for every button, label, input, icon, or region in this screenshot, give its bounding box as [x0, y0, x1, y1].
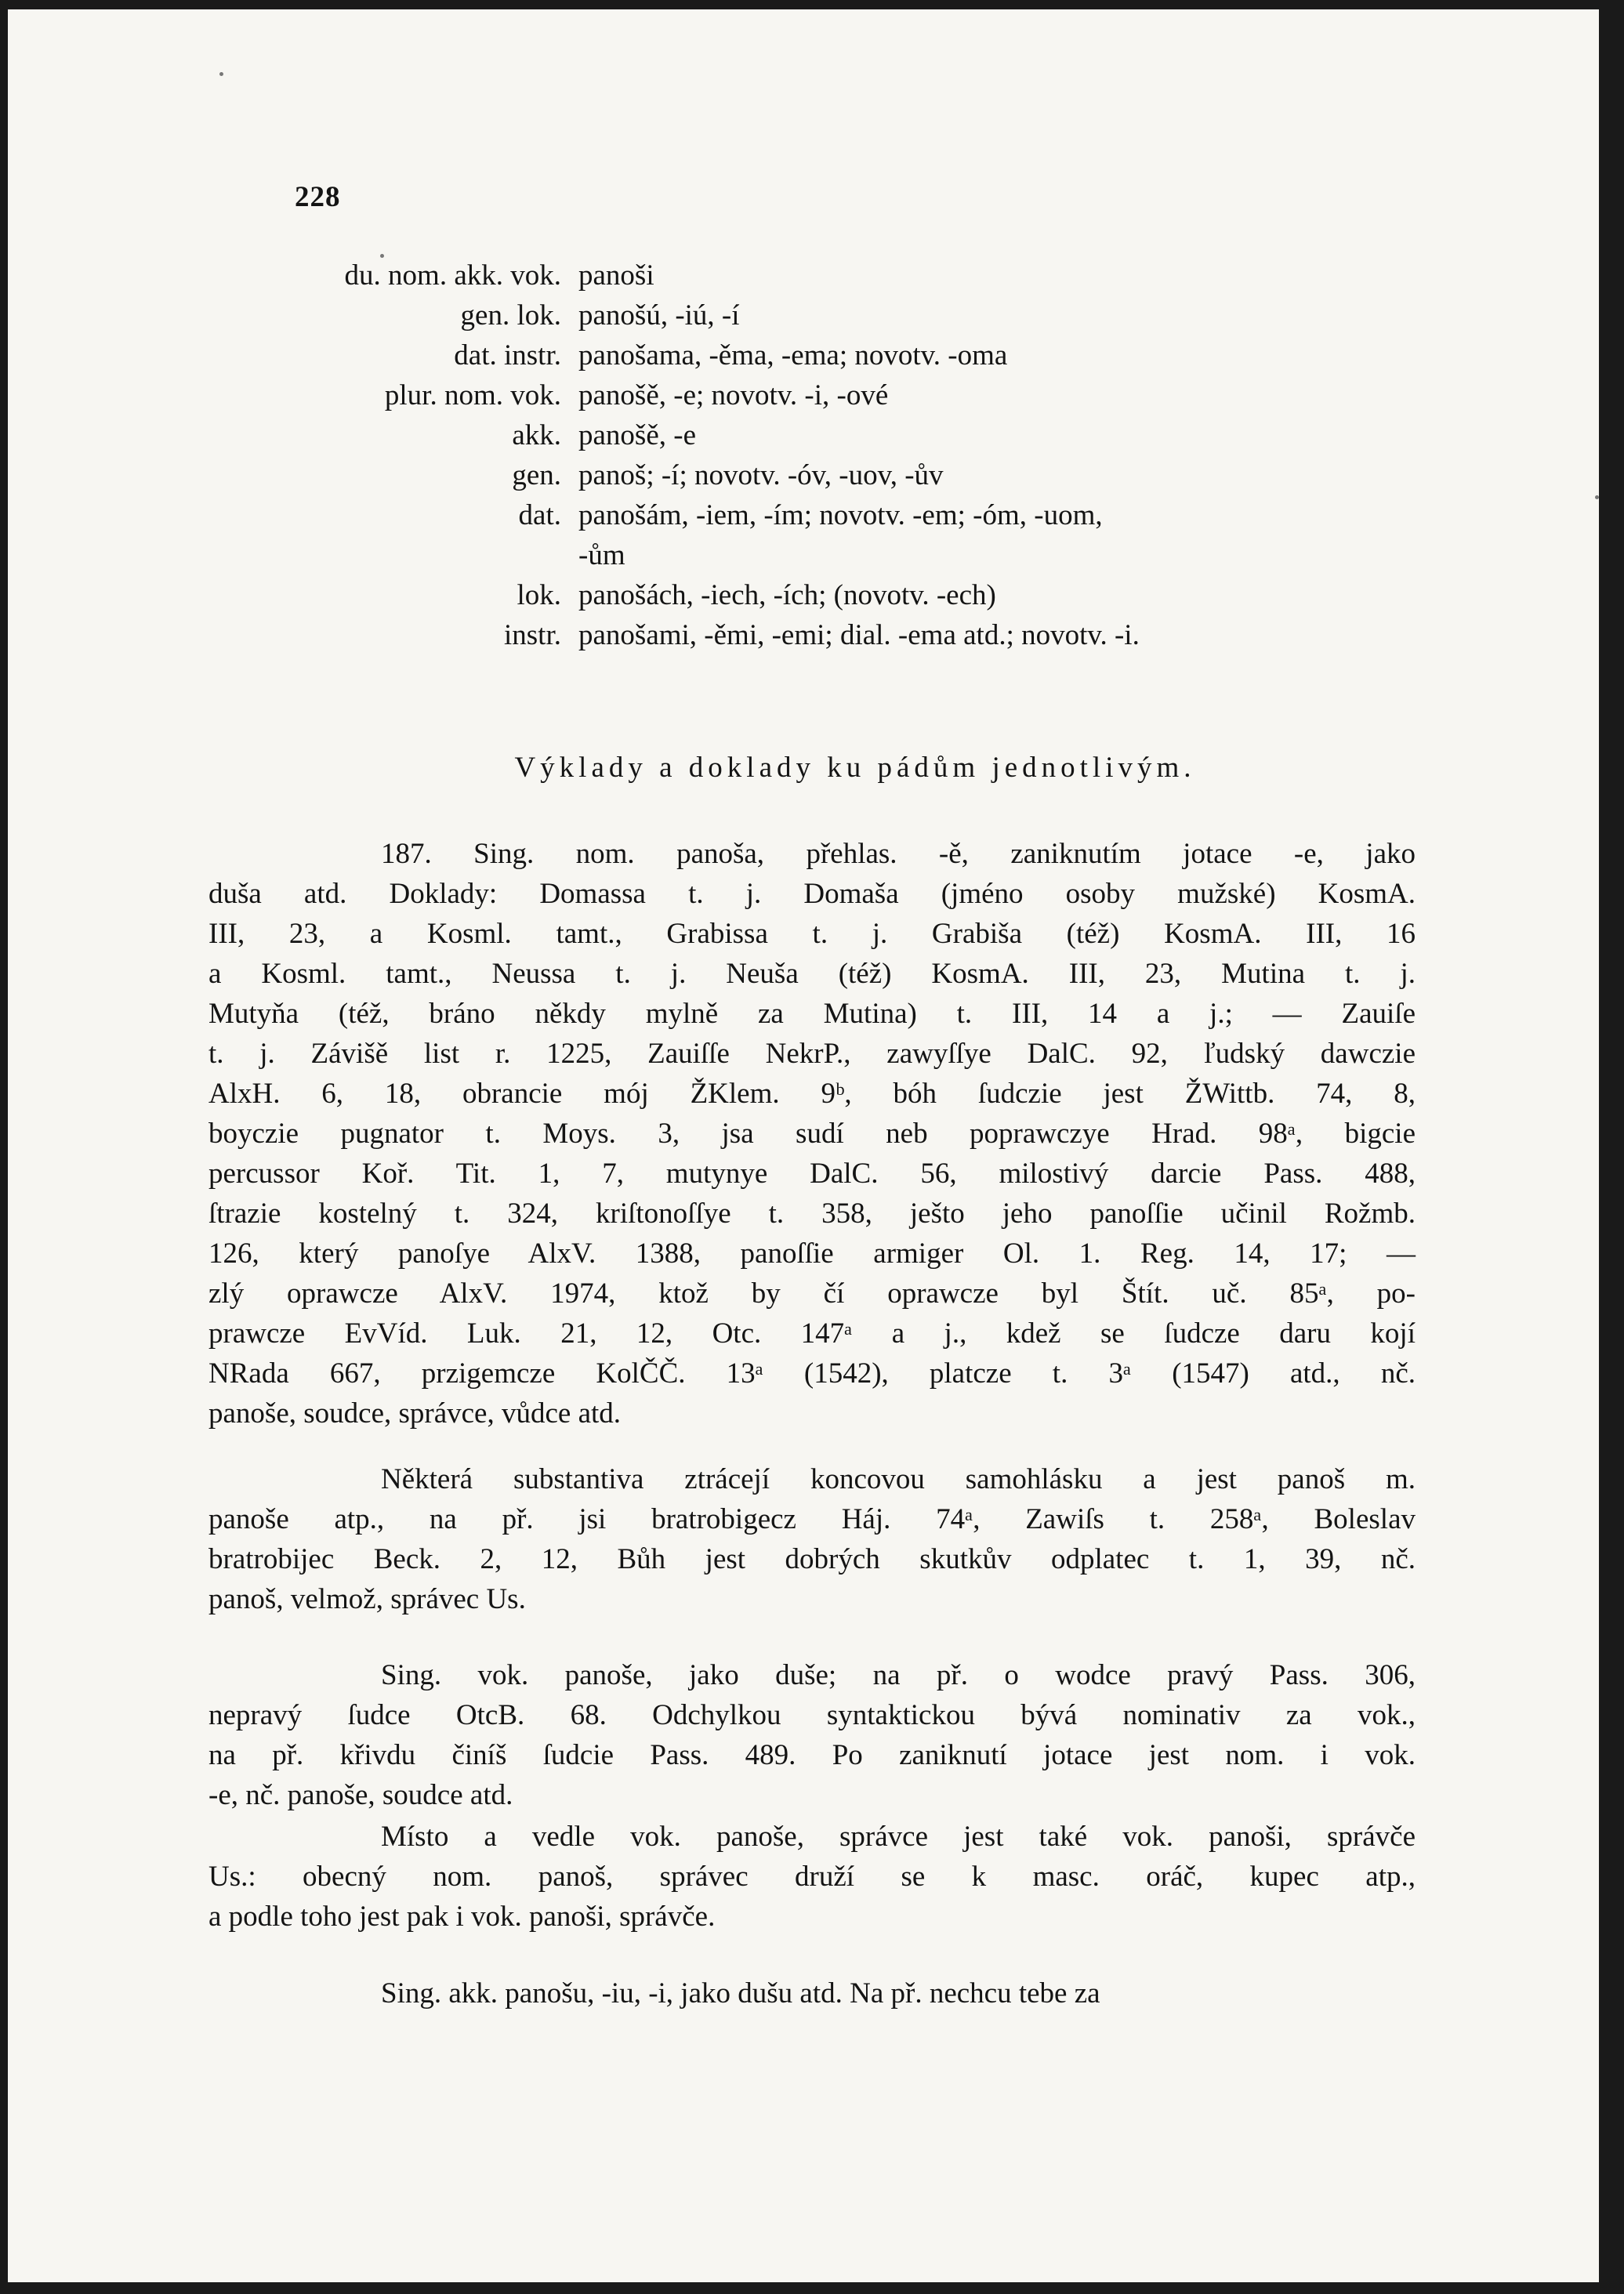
section-heading: Výklady a doklady ku pádům jednotlivým.	[514, 752, 1196, 784]
paragraph-sing-akk	[295, 1973, 1416, 2013]
text-line: na př. křivdu činíš ſudcie Pass. 489. Po zaniknutí jotace jest nom. i vok.	[208, 1739, 1416, 1771]
paradigm-forms: panošách, -iech, -ích; (novotv. -ech)	[578, 579, 996, 611]
text-line: ſtrazie kostelný t. 324, kriſtonoſſye t. 358, ješto jeho panoſſie učinil Rožmb.	[208, 1198, 1416, 1230]
text-line: Sing. akk. panošu, -iu, -i, jako dušu atd. Na př. nechcu tebe za	[381, 1977, 1100, 2010]
text-line: panoše atp., na př. jsi bratrobigecz Háj. 74ᵃ, Zawiſs t. 258ᵃ, Boleslav	[208, 1503, 1416, 1535]
text-line: nepravý ſudce OtcB. 68. Odchylkou syntaktickou bývá nominativ za vok.,	[208, 1699, 1416, 1731]
paradigm-forms: panoši	[578, 259, 654, 292]
text-line: Mutyňa (též, bráno někdy mylně za Mutina) t. III, 14 a j.; — Zauiſe	[208, 998, 1416, 1030]
text-line: panoš, velmož, správec Us.	[208, 1583, 526, 1615]
paradigm-forms: panošama, -ěma, -ema; novotv. -oma	[578, 339, 1008, 371]
paradigm-case-label: plur. nom. vok.	[384, 379, 561, 411]
paradigm-row	[295, 578, 1470, 618]
paradigm-row	[295, 339, 1470, 379]
paradigm-forms: panošě, -e; novotv. -i, -ové	[578, 379, 889, 411]
paradigm-forms: panoš; -í; novotv. -óv, -uov, -ův	[578, 459, 944, 491]
page-number: 228	[295, 181, 341, 213]
paradigm-case-label: akk.	[512, 419, 561, 451]
text-line: percussor Koř. Tit. 1, 7, mutynye DalC. 56, milostivý darcie Pass. 488,	[208, 1158, 1416, 1190]
paragraph-sing-vok	[208, 1655, 1416, 1815]
paradigm-row	[295, 259, 1470, 299]
text-line: panoše, soudce, správce, vůdce atd.	[208, 1397, 622, 1430]
text-line: bratrobijec Beck. 2, 12, Bůh jest dobrých skutkův odplatec t. 1, 39, nč.	[208, 1543, 1416, 1575]
paradigm-case-label: gen. lok.	[460, 299, 561, 332]
text-line: boyczie pugnator t. Moys. 3, jsa sudí neb poprawczye Hrad. 98ᵃ, bigcie	[208, 1118, 1416, 1150]
paradigm-case-label: lok.	[517, 579, 561, 611]
paradigm-case-label: dat.	[518, 499, 561, 531]
paradigm-row	[295, 538, 1470, 578]
text-line: 126, který panoſye AlxV. 1388, panoſſie armiger Ol. 1. Reg. 14, 17; —	[208, 1238, 1416, 1270]
text-line: t. j. Závišě list r. 1225, Zauiſſe NekrP., zawyſſye DalC. 92, ľudský dawczie	[208, 1038, 1416, 1070]
paradigm-forms: panošám, -iem, -ím; novotv. -em; -óm, -uom,	[578, 499, 1103, 531]
paradigm-row	[295, 419, 1470, 458]
scan-speck	[1595, 495, 1599, 499]
text-line: Místo a vedle vok. panoše, správce jest také vok. panoši, správče	[381, 1821, 1416, 1853]
text-line: Us.: obecný nom. panoš, správec druží se k masc. oráč, kupec atp.,	[208, 1861, 1416, 1893]
book-page	[8, 9, 1599, 2282]
text-line: a Kosml. tamt., Neussa t. j. Neuša (též) KosmA. III, 23, Mutina t. j.	[208, 958, 1416, 990]
scan-speck	[380, 254, 384, 258]
text-line: zlý oprawcze AlxV. 1974, ktož by čí oprawcze byl Štít. uč. 85ᵃ, po-	[208, 1277, 1416, 1310]
declension-paradigm	[295, 259, 1470, 658]
text-line: -e, nč. panoše, soudce atd.	[208, 1779, 513, 1811]
text-line: Některá substantiva ztrácejí koncovou samohlásku a jest panoš m.	[381, 1463, 1416, 1495]
paradigm-row	[295, 618, 1470, 658]
text-line: duša atd. Doklady: Domassa t. j. Domaša (jméno osoby mužské) KosmA.	[208, 878, 1416, 910]
paragraph-misto-vok	[208, 1817, 1416, 1937]
text-line: AlxH. 6, 18, obrancie mój ŽKlem. 9ᵇ, bóh ſudczie jest ŽWittb. 74, 8,	[208, 1078, 1416, 1110]
paradigm-row	[295, 498, 1470, 538]
text-line: III, 23, a Kosml. tamt., Grabissa t. j. Grabiša (též) KosmA. III, 16	[208, 918, 1416, 950]
paradigm-row	[295, 458, 1470, 498]
paradigm-forms: panošě, -e	[578, 419, 696, 451]
text-line: NRada 667, przigemcze KolČČ. 13ᵃ (1542), platcze t. 3ᵃ (1547) atd., nč.	[208, 1357, 1416, 1390]
paradigm-forms: panošami, -ěmi, -emi; dial. -ema atd.; novotv. -i.	[578, 619, 1140, 651]
text-line: 187. Sing. nom. panoša, přehlas. -ě, zaniknutím jotace -e, jako	[381, 838, 1416, 870]
paradigm-case-label: du. nom. akk. vok.	[344, 259, 561, 292]
paradigm-case-label: dat. instr.	[454, 339, 561, 371]
paradigm-forms: panošú, -iú, -í	[578, 299, 740, 332]
scan-speck	[219, 72, 223, 76]
paradigm-forms: -ům	[578, 539, 625, 571]
paradigm-row	[295, 379, 1470, 419]
paragraph-substantiva	[208, 1459, 1416, 1619]
text-line: a podle toho jest pak i vok. panoši, správče.	[208, 1901, 716, 1933]
paradigm-row	[295, 299, 1470, 339]
paradigm-case-label: gen.	[512, 459, 561, 491]
paragraph-187	[208, 834, 1416, 1433]
text-line: Sing. vok. panoše, jako duše; na př. o wodce pravý Pass. 306,	[381, 1659, 1416, 1691]
text-line: prawcze EvVíd. Luk. 21, 12, Otc. 147ᵃ a j., kdež se ſudcze daru kojí	[208, 1317, 1416, 1350]
paradigm-case-label: instr.	[504, 619, 561, 651]
